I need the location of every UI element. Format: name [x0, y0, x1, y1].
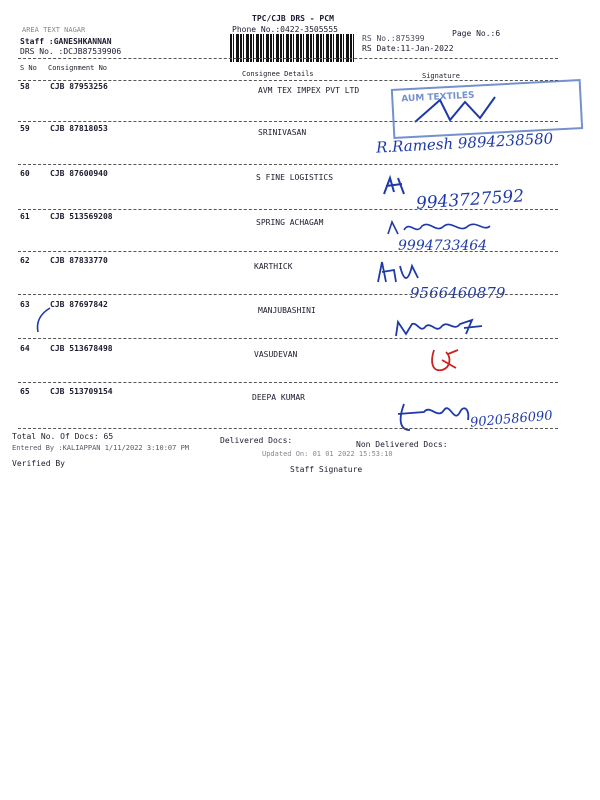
verified-by: Verified By	[12, 459, 65, 468]
divider	[18, 338, 558, 339]
row-s-no: 63	[20, 300, 30, 309]
row-consignment: CJB 87818053	[50, 124, 108, 133]
row-consignee: S FINE LOGISTICS	[256, 173, 334, 182]
divider	[18, 121, 558, 122]
signature-scribble	[384, 218, 494, 238]
row-consignment: CJB 513678498	[50, 344, 113, 353]
page-number: Page No.:6	[452, 29, 501, 38]
row-s-no: 60	[20, 169, 30, 178]
signature-scribble	[392, 314, 492, 340]
row-s-no: 58	[20, 82, 30, 91]
col-consignee: Consignee Details	[242, 70, 314, 78]
divider	[18, 294, 558, 295]
non-delivered-docs: Non Delivered Docs:	[356, 440, 448, 449]
row-signature: R.Ramesh 9894238580	[375, 129, 554, 157]
row-consignment: CJB 513709154	[50, 387, 113, 396]
row-consignment: CJB 87953256	[50, 82, 108, 91]
staff-label: Staff :GANESHKANNAN	[20, 37, 112, 46]
staff-signature: Staff Signature	[290, 465, 363, 474]
row-consignee: SPRING ACHAGAM	[256, 218, 324, 227]
row-signature: 9994733464	[398, 238, 488, 254]
row-consignment: CJB 87697842	[50, 300, 108, 309]
col-signature: Signature	[422, 72, 460, 80]
signature-scribble	[380, 174, 410, 198]
row-consignee: DEEPA KUMAR	[252, 393, 305, 402]
row-consignee: MANJUBASHINI	[258, 306, 316, 315]
delivered-docs: Delivered Docs:	[220, 436, 293, 445]
document-title: TPC/CJB DRS - PCM	[252, 14, 334, 23]
signature-scribble	[374, 258, 424, 286]
check-mark-icon	[30, 306, 56, 334]
drs-number: DRS No. :DCJB87539906	[20, 47, 122, 56]
total-docs: Total No. Of Docs: 65	[12, 432, 114, 441]
row-consignee: SRINIVASAN	[258, 128, 307, 137]
rs-number: RS No.:875399	[362, 34, 425, 43]
area-label: AREA TEXT NAGAR	[22, 26, 86, 34]
signature-scribble	[410, 92, 500, 132]
row-consignment: CJB 513569208	[50, 212, 113, 221]
row-consignee: AVM TEX IMPEX PVT LTD	[258, 86, 360, 95]
col-consignment: Consignment No	[48, 64, 108, 72]
divider	[18, 428, 558, 429]
row-signature: 9566460879	[410, 284, 506, 302]
row-consignee: KARTHICK	[254, 262, 293, 271]
divider	[18, 80, 558, 81]
row-consignment: CJB 87833770	[50, 256, 108, 265]
divider	[18, 251, 558, 252]
row-signature: 9943727592	[415, 186, 525, 214]
row-consignee: VASUDEVAN	[254, 350, 298, 359]
row-s-no: 61	[20, 212, 30, 221]
stamp-text: AUM TEXTILES	[401, 90, 475, 105]
entered-by: Entered By :KALIAPPAN 1/11/2022 3:10:07 PM	[12, 444, 190, 452]
row-s-no: 65	[20, 387, 30, 396]
divider	[18, 382, 558, 383]
row-s-no: 64	[20, 344, 30, 353]
divider	[18, 164, 558, 165]
divider	[18, 58, 558, 59]
row-consignment: CJB 87600940	[50, 169, 108, 178]
row-signature: 9020586090	[469, 408, 554, 431]
signature-scribble	[428, 346, 462, 376]
updated-on: Updated On: 01 01 2022 15:53:10	[262, 450, 393, 458]
col-s-no: S No	[20, 64, 37, 72]
row-s-no: 62	[20, 256, 30, 265]
phone-number: Phone No.:0422-3505555	[232, 25, 338, 34]
rs-date: RS Date:11-Jan-2022	[362, 44, 454, 53]
divider	[18, 209, 558, 210]
row-s-no: 59	[20, 124, 30, 133]
